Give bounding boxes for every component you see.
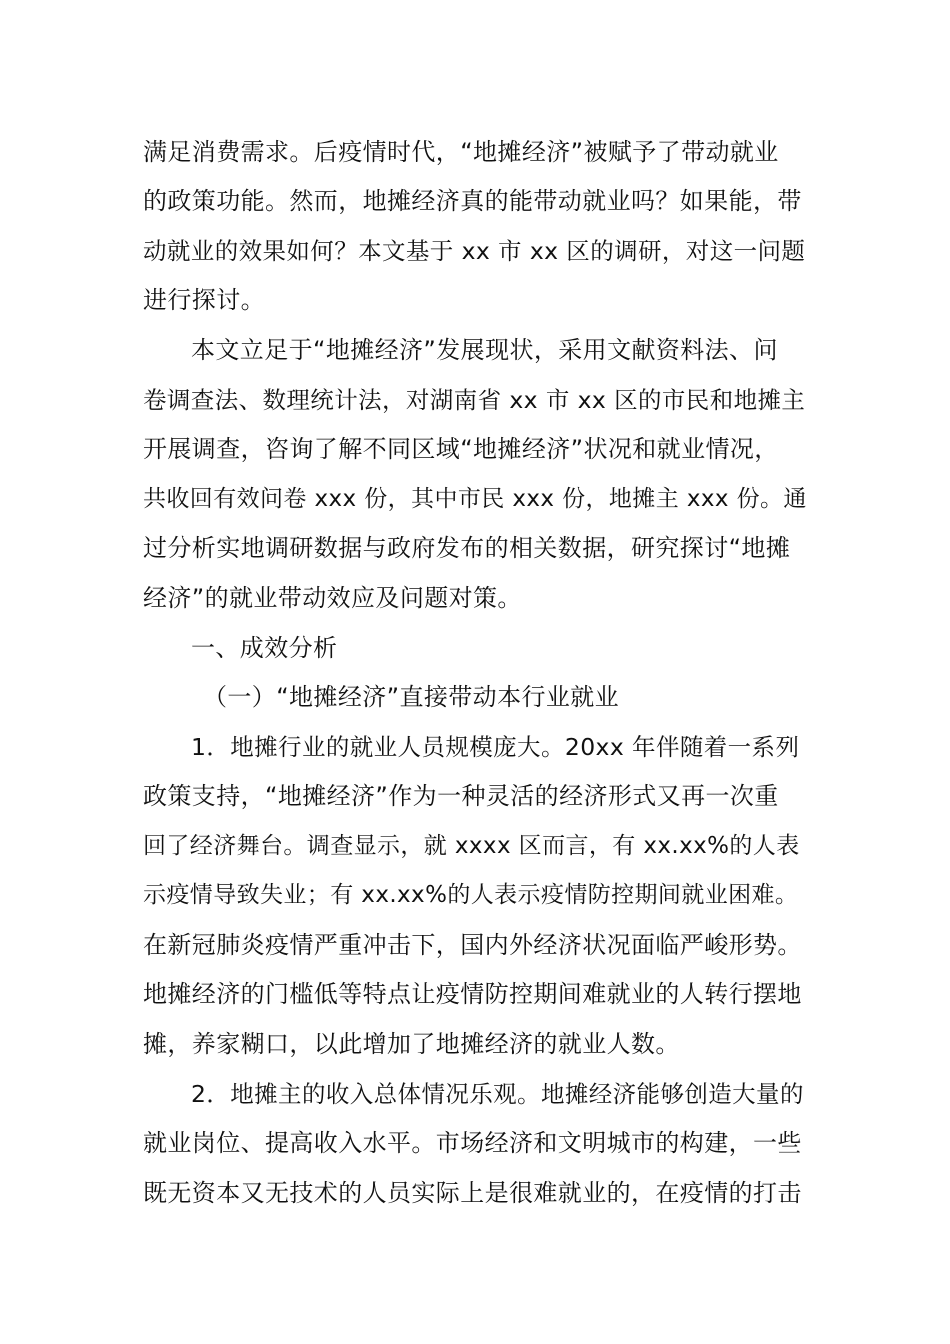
paragraph-first-line: 2．地摊主的收入总体情况乐观。地摊经济能够创造大量的 — [191, 1080, 804, 1108]
text-line: 既无资本又无技术的人员实际上是很难就业的，在疫情的打击 — [143, 1179, 802, 1207]
text-line: 共收回有效问卷 xxx 份，其中市民 xxx 份，地摊主 xxx 份。通 — [143, 486, 807, 512]
text-line: 的政策功能。然而，地摊经济真的能带动就业吗？如果能，带 — [143, 187, 802, 215]
text-line: 摊，养家糊口，以此增加了地摊经济的就业人数。 — [143, 1030, 680, 1058]
text-line: 回了经济舞台。调查显示，就 xxxx 区而言，有 xx.xx%的人表 — [143, 833, 800, 859]
text-line: 在新冠肺炎疫情严重冲击下，国内外经济状况面临严峻形势。 — [143, 931, 802, 959]
text-line: 政策支持，“地摊经济”作为一种灵活的经济形式又再一次重 — [143, 782, 779, 810]
text-line: 就业岗位、提高收入水平。市场经济和文明城市的构建，一些 — [143, 1129, 802, 1157]
text-line: 过分析实地调研数据与政府发布的相关数据，研究探讨“地摊 — [143, 534, 791, 562]
text-line: 经济”的就业带动效应及问题对策。 — [143, 584, 522, 612]
paragraph-first-line: 本文立足于“地摊经济”发展现状，采用文献资料法、问 — [191, 336, 778, 364]
section-heading: 一、成效分析 — [191, 634, 338, 662]
text-line: 动就业的效果如何？本文基于 xx 市 xx 区的调研，对这一问题 — [143, 237, 806, 265]
paragraph-first-line: 1．地摊行业的就业人员规模庞大。20xx 年伴随着一系列 — [191, 733, 800, 761]
text-line: 进行探讨。 — [143, 286, 265, 314]
text-line: 开展调查，咨询了解不同区域“地摊经济”状况和就业情况， — [143, 435, 779, 463]
subsection-heading: （一）“地摊经济”直接带动本行业就业 — [203, 683, 620, 711]
text-line: 卷调查法、数理统计法，对湖南省 xx 市 xx 区的市民和地摊主 — [143, 386, 806, 414]
text-line: 满足消费需求。后疫情时代，“地摊经济”被赋予了带动就业 — [143, 138, 779, 166]
text-line: 示疫情导致失业；有 xx.xx%的人表示疫情防控期间就业困难。 — [143, 882, 799, 908]
text-line: 地摊经济的门槛低等特点让疫情防控期间难就业的人转行摆地 — [143, 980, 802, 1008]
